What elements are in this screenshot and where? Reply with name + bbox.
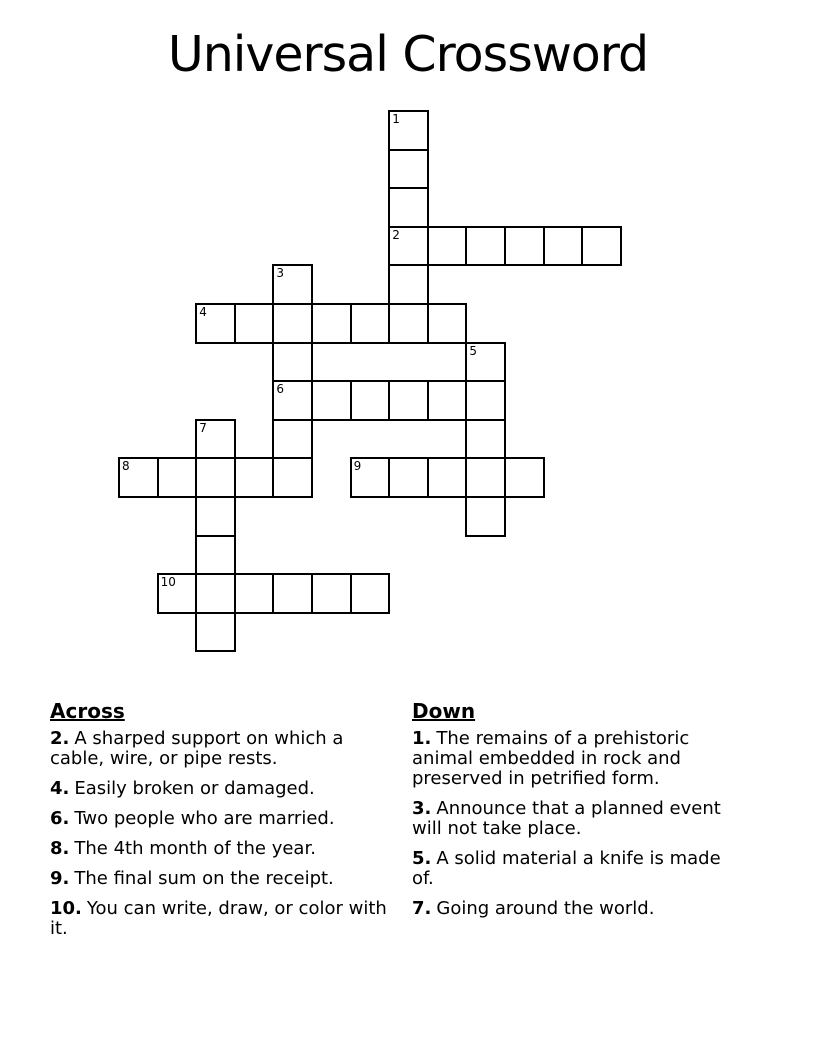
clue-number: 2. xyxy=(50,728,70,749)
clue-text: The final sum on the receipt. xyxy=(74,868,334,889)
cell-number: 3 xyxy=(276,266,285,281)
clue-down-1 xyxy=(412,729,746,789)
grid-cell[interactable] xyxy=(311,380,352,421)
clue-across-9 xyxy=(50,869,400,889)
grid-cell[interactable] xyxy=(311,303,352,344)
grid-cell[interactable] xyxy=(234,573,275,614)
grid-cell[interactable] xyxy=(311,573,352,614)
clue-number: 10. xyxy=(50,898,82,919)
grid-cell[interactable] xyxy=(388,303,429,344)
cell-number: 6 xyxy=(276,382,285,397)
page-title: Universal Crossword xyxy=(167,26,649,83)
down-clues-section xyxy=(412,700,746,929)
clue-text: The 4th month of the year. xyxy=(74,838,316,859)
clue-number: 4. xyxy=(50,778,70,799)
clue-number: 6. xyxy=(50,808,70,829)
down-clue-list xyxy=(412,729,746,919)
cell-number: 7 xyxy=(199,420,207,435)
grid-cell-3[interactable] xyxy=(272,264,313,305)
clue-across-8 xyxy=(50,839,400,859)
grid-cell-5[interactable] xyxy=(465,342,506,383)
cell-number: 9 xyxy=(353,459,362,474)
cell-number: 10 xyxy=(160,575,176,590)
clue-text: Going around the world. xyxy=(436,898,655,919)
clue-text: Easily broken or damaged. xyxy=(74,778,315,799)
cell-number: 8 xyxy=(122,459,130,474)
grid-cell-1[interactable] xyxy=(388,110,429,151)
clue-down-3 xyxy=(412,799,746,839)
clue-number: 3. xyxy=(412,798,432,819)
grid-cell[interactable] xyxy=(465,496,506,537)
clue-across-6 xyxy=(50,809,400,829)
grid-cell[interactable] xyxy=(350,380,391,421)
grid-cell[interactable] xyxy=(157,457,198,498)
clue-down-7 xyxy=(412,899,746,919)
grid-cell[interactable] xyxy=(504,226,545,267)
grid-cell[interactable] xyxy=(234,457,275,498)
cell-number: 2 xyxy=(392,227,400,242)
grid-cell[interactable] xyxy=(234,303,275,344)
clue-text: You can write, draw, or color with it. xyxy=(50,898,387,939)
grid-cell-9[interactable] xyxy=(350,457,391,498)
grid-cell[interactable] xyxy=(388,380,429,421)
grid-cell[interactable] xyxy=(388,187,429,228)
grid-cell[interactable] xyxy=(388,264,429,305)
clue-number: 7. xyxy=(412,898,432,919)
grid-cell-4[interactable] xyxy=(195,303,236,344)
grid-cell[interactable] xyxy=(388,149,429,190)
clue-number: 8. xyxy=(50,838,70,859)
clue-text: Announce that a planned event will not take place. xyxy=(412,798,721,839)
grid-cell[interactable] xyxy=(272,303,313,344)
grid-cell-8[interactable] xyxy=(118,457,159,498)
grid-cell[interactable] xyxy=(465,380,506,421)
grid-cell-2[interactable] xyxy=(388,226,429,267)
grid-cell[interactable] xyxy=(195,457,236,498)
cell-number: 4 xyxy=(199,305,207,319)
grid-cell[interactable] xyxy=(504,457,545,498)
grid-cell[interactable] xyxy=(543,226,584,267)
grid-cell[interactable] xyxy=(465,226,506,267)
grid-cell[interactable] xyxy=(350,573,391,614)
clue-number: 5. xyxy=(412,848,432,869)
grid-cell[interactable] xyxy=(427,226,468,267)
clue-text: The remains of a prehistoric animal embedded in rock and preserved in petrified form. xyxy=(412,728,690,789)
grid-cell[interactable] xyxy=(272,573,313,614)
clue-number: 9. xyxy=(50,868,70,889)
grid-cell-6[interactable] xyxy=(272,380,313,421)
grid-cell[interactable] xyxy=(465,419,506,460)
clue-down-5 xyxy=(412,849,746,889)
clue-number: 1. xyxy=(412,728,432,749)
grid-cell[interactable] xyxy=(388,457,429,498)
grid-cell[interactable] xyxy=(581,226,622,267)
grid-cell[interactable] xyxy=(195,612,236,653)
across-clue-list xyxy=(50,729,400,939)
grid-cell[interactable] xyxy=(427,303,468,344)
clue-text: A sharped support on which a cable, wire, or pipe rests. xyxy=(50,728,344,769)
grid-cell-7[interactable] xyxy=(195,419,236,460)
grid-cell[interactable] xyxy=(195,496,236,537)
cell-number: 1 xyxy=(392,112,400,126)
grid-cell[interactable] xyxy=(195,573,236,614)
across-clues-section xyxy=(50,700,400,949)
grid-cell-10[interactable] xyxy=(157,573,198,614)
grid-cell[interactable] xyxy=(272,457,313,498)
down-heading: Down xyxy=(412,699,476,723)
clue-across-2 xyxy=(50,729,400,769)
clue-text: Two people who are married. xyxy=(74,808,335,829)
grid-cell[interactable] xyxy=(195,535,236,576)
cell-number: 5 xyxy=(469,343,478,358)
grid-cell[interactable] xyxy=(427,380,468,421)
clue-across-4 xyxy=(50,779,400,799)
grid-cell[interactable] xyxy=(272,419,313,460)
grid-cell[interactable] xyxy=(272,342,313,383)
clue-text: A solid material a knife is made of. xyxy=(412,848,721,889)
grid-cell[interactable] xyxy=(427,457,468,498)
clue-across-10 xyxy=(50,899,400,939)
grid-cell[interactable] xyxy=(465,457,506,498)
grid-cell[interactable] xyxy=(350,303,391,344)
across-heading: Across xyxy=(50,699,125,723)
